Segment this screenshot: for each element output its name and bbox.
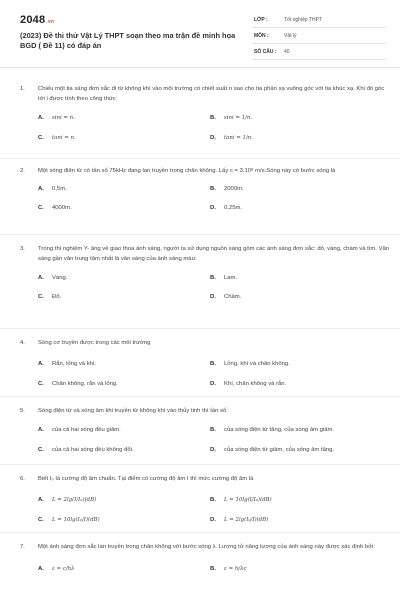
header-divider bbox=[0, 67, 400, 68]
option-text: của cả hai sóng đều giảm. bbox=[52, 427, 121, 433]
option-letter: A. bbox=[38, 115, 44, 121]
meta-subject-row bbox=[252, 30, 386, 44]
option-text: của sóng điện từ tăng, của sóng âm giảm. bbox=[224, 427, 335, 433]
option-letter: B. bbox=[210, 115, 216, 121]
option-text: L = 2lg(I/I₀)(dB) bbox=[52, 497, 97, 503]
question-number: 2. bbox=[20, 168, 25, 174]
answer-option-c[interactable] bbox=[38, 203, 72, 213]
site-logo[interactable] bbox=[20, 14, 54, 26]
question-4 bbox=[20, 338, 390, 391]
option-letter: B. bbox=[210, 361, 216, 367]
option-letter: C. bbox=[38, 205, 44, 211]
answer-option-a[interactable] bbox=[38, 273, 67, 283]
page-header bbox=[0, 0, 400, 66]
meta-count-row bbox=[252, 46, 386, 60]
option-letter: A. bbox=[38, 427, 44, 433]
option-text: 4000m. bbox=[52, 205, 72, 211]
question-text: Một ánh sáng đơn sắc lan truyền trong chân không với bước sóng λ. Lượng tử năng lượng của ánh sáng này được xác định bởi: bbox=[38, 544, 375, 550]
option-letter: A. bbox=[38, 566, 44, 572]
option-letter: C. bbox=[38, 447, 44, 453]
question-number: 5. bbox=[20, 408, 25, 414]
question-text: Trong thí nghiệm Y- âng về giao thoa ánh sáng, người ta sử dụng nguồn sáng gồm các ánh sáng đơn sắc: đỏ, vàng, chàm và tím. Vân sáng gần vân trung tâm nhất là vân sáng của ánh sáng màu: bbox=[38, 246, 390, 262]
option-text: ε = c/hλ bbox=[52, 566, 75, 572]
answer-option-a[interactable] bbox=[38, 359, 96, 369]
option-text: L = 10lg(I/I₀)(dB) bbox=[224, 497, 272, 503]
answer-options bbox=[38, 487, 390, 527]
option-text: Rắn, lỏng và khí. bbox=[52, 361, 97, 367]
question-divider bbox=[0, 464, 400, 465]
question-number: 4. bbox=[20, 340, 25, 346]
option-text: Khí, chân không và rắn. bbox=[224, 381, 287, 387]
question-divider bbox=[0, 396, 400, 397]
question-number: 3. bbox=[20, 246, 25, 252]
answer-options bbox=[38, 267, 390, 307]
answer-options bbox=[38, 179, 390, 217]
option-text: Lỏng, khí và chân không. bbox=[224, 361, 290, 367]
option-letter: D. bbox=[210, 517, 216, 523]
question-1 bbox=[20, 84, 390, 147]
answer-option-d[interactable] bbox=[210, 379, 286, 389]
exam-meta bbox=[252, 14, 386, 62]
option-text: Vàng. bbox=[52, 275, 68, 281]
answer-options bbox=[38, 351, 390, 391]
meta-count-value: 40 bbox=[284, 49, 290, 55]
answer-option-a[interactable] bbox=[38, 495, 96, 505]
meta-count-label: SỐ CÂU : bbox=[254, 49, 277, 55]
answer-options bbox=[38, 555, 390, 579]
logo-text: 2048 bbox=[20, 14, 46, 26]
answer-option-a[interactable] bbox=[38, 113, 75, 123]
answer-option-c[interactable] bbox=[38, 379, 118, 389]
question-text: Một sóng điện từ có tần số 75kHz đang lan truyền trong chân không. Lấy c = 3.10⁸ m/s.Sóng này có bước sóng là bbox=[38, 168, 336, 174]
question-7 bbox=[20, 542, 390, 579]
option-letter: B. bbox=[210, 186, 216, 192]
answer-option-c[interactable] bbox=[38, 445, 134, 455]
meta-class-row bbox=[252, 14, 386, 28]
option-letter: B. bbox=[210, 566, 216, 572]
question-stem bbox=[20, 84, 390, 104]
option-letter: C. bbox=[38, 294, 44, 300]
question-number: 1. bbox=[20, 86, 25, 92]
answer-option-c[interactable] bbox=[38, 133, 76, 143]
answer-options bbox=[38, 107, 390, 147]
answer-option-b[interactable] bbox=[210, 273, 237, 283]
answer-option-c[interactable] bbox=[38, 292, 61, 302]
question-text: Chiếu một tia sáng đơn sắc đi từ không khí vào môi trường có chiết suất n sao cho tia phản xạ vuông góc với tia khúc xạ. Khi đó góc tới i được tính theo công thức bbox=[38, 86, 385, 102]
answer-option-b[interactable] bbox=[210, 495, 272, 505]
option-text: sini = 1/n. bbox=[224, 115, 253, 121]
option-text: sini = n. bbox=[52, 115, 75, 121]
option-letter: C. bbox=[38, 517, 44, 523]
answer-option-d[interactable] bbox=[210, 133, 253, 143]
answer-option-a[interactable] bbox=[38, 184, 67, 194]
question-stem bbox=[20, 542, 390, 552]
document-title: (2023) Đề thi thử Vật Lý THPT soạn theo ma trận đề minh họa BGD ( Đề 11) có đáp án bbox=[20, 31, 236, 50]
answer-option-b[interactable] bbox=[210, 184, 244, 194]
option-text: Lam. bbox=[224, 275, 238, 281]
option-letter: D. bbox=[210, 294, 216, 300]
answer-option-b[interactable] bbox=[210, 113, 252, 123]
question-2 bbox=[20, 166, 390, 217]
option-letter: B. bbox=[210, 427, 216, 433]
option-letter: A. bbox=[38, 361, 44, 367]
option-letter: C. bbox=[38, 135, 44, 141]
option-text: ε = h/λc bbox=[224, 566, 247, 572]
option-letter: A. bbox=[38, 275, 44, 281]
question-divider bbox=[0, 158, 400, 159]
question-stem bbox=[20, 166, 390, 176]
option-text: tani = 1/n. bbox=[224, 135, 253, 141]
answer-option-a[interactable] bbox=[38, 564, 75, 574]
meta-subject-value: Vật lý bbox=[284, 33, 297, 39]
answer-option-c[interactable] bbox=[38, 515, 100, 525]
option-text: L = 10lg(I₀/I)(dB) bbox=[52, 517, 100, 523]
question-stem bbox=[20, 474, 390, 484]
option-letter: B. bbox=[210, 497, 216, 503]
question-5 bbox=[20, 406, 390, 459]
question-divider bbox=[0, 532, 400, 533]
meta-subject-label: MÔN : bbox=[254, 33, 269, 39]
answer-option-d[interactable] bbox=[210, 445, 334, 455]
answer-option-b[interactable] bbox=[210, 359, 290, 369]
option-text: Đỏ. bbox=[52, 294, 62, 300]
question-text: Sóng điện từ và sóng âm khi truyền từ không khí vào thủy tinh thì tần số bbox=[38, 408, 227, 414]
answer-options bbox=[38, 419, 390, 459]
question-text: Sóng cơ truyền được trong các môi trường bbox=[38, 340, 151, 346]
option-letter: B. bbox=[210, 275, 216, 281]
question-divider bbox=[0, 234, 400, 235]
answer-option-d[interactable] bbox=[210, 203, 242, 213]
option-letter: D. bbox=[210, 381, 216, 387]
question-6 bbox=[20, 474, 390, 527]
answer-option-b[interactable] bbox=[210, 564, 247, 574]
answer-option-d[interactable] bbox=[210, 292, 241, 302]
option-text: 2000m. bbox=[224, 186, 244, 192]
option-text: Chàm. bbox=[224, 294, 242, 300]
answer-option-b[interactable] bbox=[210, 425, 334, 435]
meta-class-value: Tốt nghiệp THPT bbox=[284, 17, 322, 23]
option-text: 0,5m. bbox=[52, 186, 67, 192]
meta-class-label: LỚP : bbox=[254, 17, 268, 23]
option-letter: C. bbox=[38, 381, 44, 387]
option-letter: D. bbox=[210, 447, 216, 453]
answer-option-d[interactable] bbox=[210, 515, 268, 525]
question-stem bbox=[20, 338, 390, 348]
option-text: của cả hai sóng đều không đổi. bbox=[52, 447, 134, 453]
option-text: 0,25m. bbox=[224, 205, 243, 211]
question-divider bbox=[0, 328, 400, 329]
logo-suffix: .vn bbox=[46, 19, 55, 25]
option-text: L = 2lg(I₀/I)(dB) bbox=[224, 517, 269, 523]
option-letter: D. bbox=[210, 205, 216, 211]
question-stem bbox=[20, 244, 390, 264]
question-number: 6. bbox=[20, 476, 25, 482]
answer-option-a[interactable] bbox=[38, 425, 121, 435]
option-text: của sóng điện từ giảm, của sóng âm tăng. bbox=[224, 447, 335, 453]
question-text: Biết I₀ là cường độ âm chuẩn. Tại điểm có cường độ âm I thì mức cường độ âm là bbox=[38, 476, 254, 482]
question-number: 7. bbox=[20, 544, 25, 550]
option-text: tani = n. bbox=[52, 135, 76, 141]
option-letter: D. bbox=[210, 135, 216, 141]
question-stem bbox=[20, 406, 390, 416]
option-letter: A. bbox=[38, 497, 44, 503]
option-letter: A. bbox=[38, 186, 44, 192]
option-text: Chân không, rắn và lỏng. bbox=[52, 381, 118, 387]
question-3 bbox=[20, 244, 390, 307]
